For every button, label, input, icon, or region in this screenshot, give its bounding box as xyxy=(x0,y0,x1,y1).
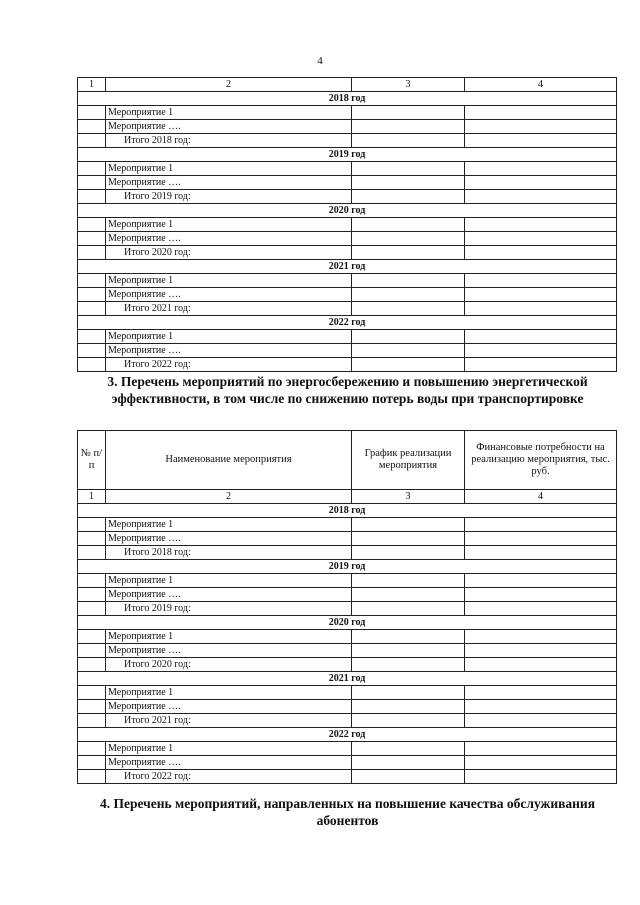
schedule-cell xyxy=(352,344,465,358)
event-name-cell: Мероприятие …. xyxy=(106,756,352,770)
finance-cell xyxy=(465,358,617,372)
number-cell xyxy=(78,686,106,700)
year-row xyxy=(78,728,617,742)
total-row xyxy=(78,658,617,672)
section-4-heading: 4. Перечень мероприятий, направленных на повышение качества обслуживания абонентов xyxy=(99,796,596,828)
finance-cell xyxy=(465,190,617,204)
year-row xyxy=(78,560,617,574)
finance-cell xyxy=(465,288,617,302)
finance-cell xyxy=(465,742,617,756)
column-number-cell: 4 xyxy=(465,78,617,92)
event-name-cell: Мероприятие …. xyxy=(106,644,352,658)
number-cell xyxy=(78,518,106,532)
finance-cell xyxy=(465,134,617,148)
section-3-heading: 3. Перечень мероприятий по энергосбережению и повышению энергетической эффективности, в том числе по снижению потерь воды при транспортировке xyxy=(107,374,588,406)
event-name-cell: Мероприятие …. xyxy=(106,588,352,602)
year-cell: 2020 год xyxy=(78,616,617,630)
number-cell xyxy=(78,644,106,658)
number-cell xyxy=(78,218,106,232)
table-row xyxy=(78,700,617,714)
table-row xyxy=(78,330,617,344)
table-row xyxy=(78,588,617,602)
year-cell: 2019 год xyxy=(78,148,617,162)
number-cell xyxy=(78,176,106,190)
number-cell xyxy=(78,190,106,204)
schedule-cell xyxy=(352,134,465,148)
schedule-cell xyxy=(352,644,465,658)
event-name-cell: Мероприятие 1 xyxy=(106,574,352,588)
year-cell: 2021 год xyxy=(78,672,617,686)
year-row xyxy=(78,92,617,106)
number-cell xyxy=(78,756,106,770)
table-row xyxy=(78,106,617,120)
event-name-cell: Мероприятие …. xyxy=(106,344,352,358)
table-row xyxy=(78,630,617,644)
column-number-cell: 4 xyxy=(465,490,617,504)
schedule-cell xyxy=(352,742,465,756)
finance-cell xyxy=(465,658,617,672)
finance-cell xyxy=(465,546,617,560)
number-cell xyxy=(78,546,106,560)
page-number: 4 xyxy=(317,55,323,67)
schedule-cell xyxy=(352,302,465,316)
number-cell xyxy=(78,532,106,546)
event-name-cell: Мероприятие …. xyxy=(106,532,352,546)
schedule-cell xyxy=(352,176,465,190)
column-number-cell: 3 xyxy=(352,490,465,504)
schedule-cell xyxy=(352,518,465,532)
year-row xyxy=(78,148,617,162)
finance-cell xyxy=(465,602,617,616)
event-name-cell: Итого 2022 год: xyxy=(106,770,352,784)
event-name-cell: Мероприятие 1 xyxy=(106,330,352,344)
schedule-cell xyxy=(352,218,465,232)
year-cell: 2019 год xyxy=(78,560,617,574)
finance-cell xyxy=(465,700,617,714)
event-name-cell: Мероприятие 1 xyxy=(106,106,352,120)
finance-cell xyxy=(465,344,617,358)
year-cell: 2022 год xyxy=(78,316,617,330)
event-name-cell: Итого 2021 год: xyxy=(106,714,352,728)
table-row xyxy=(78,742,617,756)
year-row xyxy=(78,672,617,686)
schedule-cell xyxy=(352,714,465,728)
table-row xyxy=(78,274,617,288)
finance-cell xyxy=(465,162,617,176)
year-row xyxy=(78,260,617,274)
number-cell xyxy=(78,246,106,260)
finance-cell xyxy=(465,770,617,784)
total-row xyxy=(78,602,617,616)
table-row xyxy=(78,232,617,246)
schedule-cell xyxy=(352,162,465,176)
finance-cell xyxy=(465,574,617,588)
table-row xyxy=(78,518,617,532)
year-row xyxy=(78,616,617,630)
table-row xyxy=(78,288,617,302)
column-number-cell: 1 xyxy=(78,78,106,92)
schedule-cell xyxy=(352,358,465,372)
year-row xyxy=(78,316,617,330)
schedule-cell xyxy=(352,106,465,120)
number-cell xyxy=(78,134,106,148)
table-row xyxy=(78,218,617,232)
schedule-cell xyxy=(352,630,465,644)
number-cell xyxy=(78,120,106,134)
event-name-cell: Итого 2019 год: xyxy=(106,190,352,204)
event-name-cell: Итого 2022 год: xyxy=(106,358,352,372)
year-cell: 2022 год xyxy=(78,728,617,742)
finance-cell xyxy=(465,106,617,120)
schedule-cell xyxy=(352,770,465,784)
event-name-cell: Мероприятие 1 xyxy=(106,630,352,644)
table-row xyxy=(78,344,617,358)
table-row xyxy=(78,574,617,588)
schedule-cell xyxy=(352,246,465,260)
schedule-cell xyxy=(352,274,465,288)
number-cell xyxy=(78,588,106,602)
column-number-cell: 2 xyxy=(106,490,352,504)
table-row xyxy=(78,756,617,770)
finance-cell xyxy=(465,518,617,532)
finance-cell xyxy=(465,302,617,316)
table-row xyxy=(78,120,617,134)
schedule-cell xyxy=(352,232,465,246)
schedule-cell xyxy=(352,602,465,616)
number-cell xyxy=(78,630,106,644)
total-row xyxy=(78,546,617,560)
column-number-row xyxy=(78,78,617,92)
number-cell xyxy=(78,330,106,344)
number-cell xyxy=(78,274,106,288)
header-row xyxy=(78,431,617,490)
event-name-cell: Итого 2019 год: xyxy=(106,602,352,616)
number-cell xyxy=(78,742,106,756)
finance-cell xyxy=(465,246,617,260)
event-name-cell: Мероприятие …. xyxy=(106,176,352,190)
event-name-cell: Мероприятие 1 xyxy=(106,274,352,288)
finance-cell xyxy=(465,756,617,770)
event-name-cell: Итого 2018 год: xyxy=(106,546,352,560)
finance-cell xyxy=(465,644,617,658)
table-body xyxy=(78,78,617,372)
schedule-cell xyxy=(352,756,465,770)
number-cell xyxy=(78,358,106,372)
table-row xyxy=(78,162,617,176)
header-cell: Финансовые потребности на реализацию мероприятия, тыс. руб. xyxy=(465,431,617,490)
year-row xyxy=(78,504,617,518)
event-name-cell: Мероприятие 1 xyxy=(106,518,352,532)
schedule-cell xyxy=(352,546,465,560)
event-name-cell: Мероприятие 1 xyxy=(106,686,352,700)
number-cell xyxy=(78,658,106,672)
number-cell xyxy=(78,106,106,120)
event-name-cell: Мероприятие …. xyxy=(106,120,352,134)
number-cell xyxy=(78,574,106,588)
finance-cell xyxy=(465,532,617,546)
total-row xyxy=(78,358,617,372)
total-row xyxy=(78,770,617,784)
number-cell xyxy=(78,302,106,316)
schedule-cell xyxy=(352,588,465,602)
schedule-cell xyxy=(352,288,465,302)
header-cell: График реализации мероприятия xyxy=(352,431,465,490)
event-name-cell: Итого 2018 год: xyxy=(106,134,352,148)
column-number-row xyxy=(78,490,617,504)
number-cell xyxy=(78,602,106,616)
schedule-cell xyxy=(352,120,465,134)
event-name-cell: Итого 2021 год: xyxy=(106,302,352,316)
number-cell xyxy=(78,288,106,302)
finance-cell xyxy=(465,330,617,344)
table-events-1 xyxy=(77,77,617,372)
number-cell xyxy=(78,232,106,246)
finance-cell xyxy=(465,218,617,232)
table-events-2 xyxy=(77,430,617,784)
event-name-cell: Мероприятие 1 xyxy=(106,742,352,756)
table-row xyxy=(78,176,617,190)
finance-cell xyxy=(465,686,617,700)
finance-cell xyxy=(465,588,617,602)
schedule-cell xyxy=(352,700,465,714)
year-cell: 2018 год xyxy=(78,504,617,518)
finance-cell xyxy=(465,274,617,288)
column-number-cell: 1 xyxy=(78,490,106,504)
year-cell: 2021 год xyxy=(78,260,617,274)
schedule-cell xyxy=(352,574,465,588)
header-cell: № п/п xyxy=(78,431,106,490)
year-cell: 2020 год xyxy=(78,204,617,218)
event-name-cell: Итого 2020 год: xyxy=(106,658,352,672)
table-row xyxy=(78,532,617,546)
table-row xyxy=(78,644,617,658)
event-name-cell: Мероприятие …. xyxy=(106,288,352,302)
number-cell xyxy=(78,344,106,358)
finance-cell xyxy=(465,176,617,190)
total-row xyxy=(78,134,617,148)
total-row xyxy=(78,190,617,204)
schedule-cell xyxy=(352,532,465,546)
event-name-cell: Мероприятие …. xyxy=(106,700,352,714)
year-cell: 2018 год xyxy=(78,92,617,106)
column-number-cell: 2 xyxy=(106,78,352,92)
year-row xyxy=(78,204,617,218)
header-cell: Наименование мероприятия xyxy=(106,431,352,490)
schedule-cell xyxy=(352,658,465,672)
event-name-cell: Мероприятие 1 xyxy=(106,162,352,176)
number-cell xyxy=(78,714,106,728)
number-cell xyxy=(78,162,106,176)
finance-cell xyxy=(465,232,617,246)
event-name-cell: Мероприятие 1 xyxy=(106,218,352,232)
event-name-cell: Итого 2020 год: xyxy=(106,246,352,260)
event-name-cell: Мероприятие …. xyxy=(106,232,352,246)
finance-cell xyxy=(465,630,617,644)
column-number-cell: 3 xyxy=(352,78,465,92)
number-cell xyxy=(78,700,106,714)
number-cell xyxy=(78,770,106,784)
schedule-cell xyxy=(352,190,465,204)
schedule-cell xyxy=(352,686,465,700)
finance-cell xyxy=(465,120,617,134)
table-row xyxy=(78,686,617,700)
total-row xyxy=(78,302,617,316)
finance-cell xyxy=(465,714,617,728)
table-body xyxy=(78,431,617,784)
schedule-cell xyxy=(352,330,465,344)
total-row xyxy=(78,714,617,728)
total-row xyxy=(78,246,617,260)
